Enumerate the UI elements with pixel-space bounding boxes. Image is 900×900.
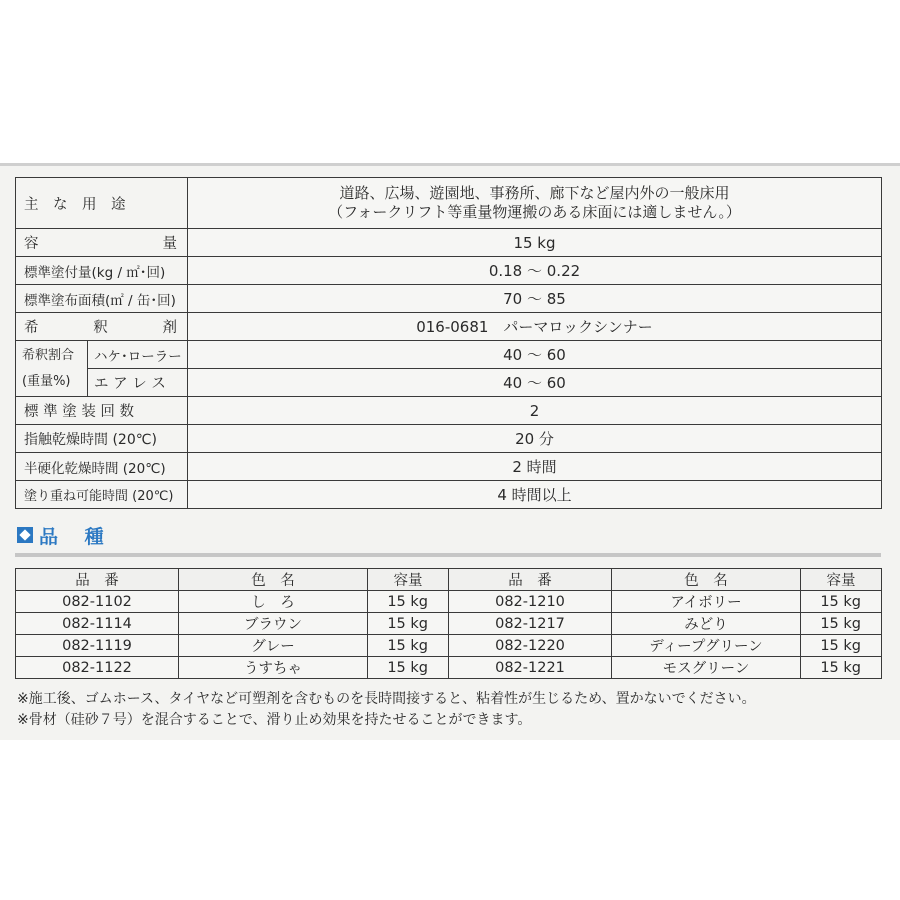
color-name: みどり [612,613,801,635]
touch-dry-value: 20 分 [188,425,882,453]
spec-row-touch-dry [16,425,882,453]
thinner-label [16,313,188,341]
product-table [15,568,882,679]
capacity-label-b: 量 [162,236,177,252]
usage-line-2: （フォークリフト等重量物運搬のある床面には適しません。） [328,203,741,221]
section-rule [15,553,881,557]
spec-row-thinner [16,313,882,341]
header-capacity-2: 容量 [801,569,882,591]
product-code: 082-1220 [449,635,612,657]
spec-row-recoat [16,481,882,509]
capacity-value: 15 kg [188,229,882,257]
touch-dry-label: 指触乾燥時間 (20℃) [16,425,188,453]
header-capacity-1: 容量 [368,569,449,591]
coverage-rate-value: 0.18 ～ 0.22 [188,257,882,285]
capacity: 15 kg [801,635,882,657]
coverage-rate-label: 標準塗付量(kg / ㎡･回) [16,257,188,285]
semi-hard-value: 2 時間 [188,453,882,481]
dilution-airless-label: エ ア レ ス [88,369,188,397]
capacity: 15 kg [368,635,449,657]
spec-row-coverage-rate [16,257,882,285]
capacity: 15 kg [801,591,882,613]
capacity-label [16,229,188,257]
section-heading [17,522,114,548]
color-name: グレー [179,635,368,657]
usage-line-1: 道路、広場、遊園地、事務所、廊下など屋内外の一般床用 [339,184,730,202]
diamond-square-icon [17,527,33,543]
header-code-1: 品 番 [16,569,179,591]
capacity: 15 kg [368,657,449,679]
dilution-brush-value: 40 ～ 60 [188,341,882,369]
semi-hard-label: 半硬化乾燥時間 (20℃) [16,453,188,481]
section-title: 品 種 [39,525,114,548]
coverage-area-label: 標準塗布面積(㎡ / 缶･回) [16,285,188,313]
spec-row-dilution-brush [16,341,882,369]
product-code: 082-1122 [16,657,179,679]
product-code: 082-1102 [16,591,179,613]
table-row [16,613,882,635]
header-color-2: 色 名 [612,569,801,591]
note-2: ※骨材（硅砂７号）を混合することで、滑り止め効果を持たせることができます。 [17,712,532,728]
spec-row-coats [16,397,882,425]
thinner-label-c: 剤 [162,320,177,336]
coats-value: 2 [188,397,882,425]
color-name: ディープグリーン [612,635,801,657]
usage-value [188,178,882,229]
spec-row-coverage-area [16,285,882,313]
header-code-2: 品 番 [449,569,612,591]
table-row [16,657,882,679]
color-name: モスグリーン [612,657,801,679]
coverage-area-value: 70 ～ 85 [188,285,882,313]
product-code: 082-1114 [16,613,179,635]
capacity: 15 kg [368,591,449,613]
color-name: ブラウン [179,613,368,635]
dilution-label-top: 希釈割合 [22,347,75,363]
capacity: 15 kg [368,613,449,635]
thinner-label-a: 希 [24,320,39,336]
table-row [16,635,882,657]
product-code: 082-1221 [449,657,612,679]
thinner-value: 016-0681 パーマロックシンナー [188,313,882,341]
top-rule [0,163,900,166]
color-name: し ろ [179,591,368,613]
dilution-brush-label: ハケ･ローラー [88,341,188,369]
spec-row-capacity [16,229,882,257]
notes [17,689,887,731]
usage-label: 主 な 用 途 [16,178,188,229]
product-code: 082-1217 [449,613,612,635]
capacity: 15 kg [801,657,882,679]
recoat-label: 塗り重ね可能時間 (20℃) [16,481,188,509]
dilution-label [16,341,88,397]
spec-row-dilution-airless [16,369,882,397]
dilution-airless-value: 40 ～ 60 [188,369,882,397]
thinner-label-b: 釈 [93,320,108,336]
recoat-value: 4 時間以上 [188,481,882,509]
spec-row-semi-hard [16,453,882,481]
note-1: ※施工後、ゴムホース、タイヤなど可塑剤を含むものを長時間接すると、粘着性が生じるため、置かないでください。 [17,691,756,707]
color-name: アイボリー [612,591,801,613]
spec-table [15,177,882,509]
product-code: 082-1119 [16,635,179,657]
header-color-1: 色 名 [179,569,368,591]
capacity-label-a: 容 [24,236,39,252]
capacity: 15 kg [801,613,882,635]
dilution-label-bottom: (重量%) [22,373,71,389]
product-code: 082-1210 [449,591,612,613]
table-row [16,591,882,613]
spec-row-usage [16,178,882,229]
product-header-row [16,569,882,591]
coats-label: 標 準 塗 装 回 数 [16,397,188,425]
color-name: うすちゃ [179,657,368,679]
